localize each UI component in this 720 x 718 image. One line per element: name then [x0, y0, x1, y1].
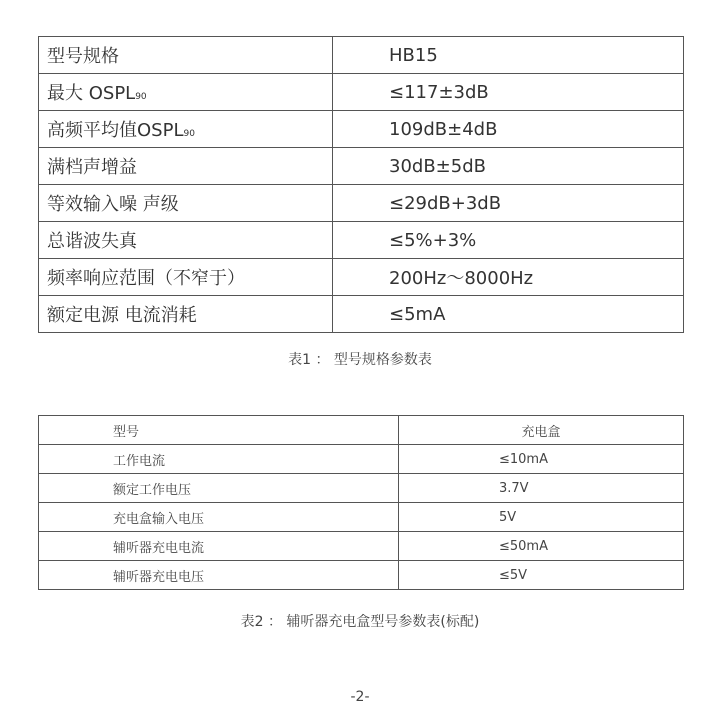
spec-table: [38, 36, 684, 333]
charge-value: ≤5V: [399, 561, 684, 590]
header-value: 充电盒: [399, 416, 684, 445]
table2-caption: 表2 ： 辅听器充电盒型号参数表(标配): [240, 614, 480, 630]
spec-label: 总谐波失真: [39, 222, 333, 259]
spec-value: ≤29dB+3dB: [333, 185, 684, 222]
table1-caption: 表1 ： 型号规格参数表: [288, 352, 432, 368]
spec-value: 109dB±4dB: [333, 111, 684, 148]
charge-label: 辅听器充电电流: [39, 532, 399, 561]
table-row: [39, 296, 684, 333]
charge-value: 3.7V: [399, 474, 684, 503]
spec-label: 等效输入噪 声级: [39, 185, 333, 222]
table-row: [39, 37, 684, 74]
spec-value: ≤117±3dB: [333, 74, 684, 111]
table-row: [39, 222, 684, 259]
charge-value: ≤50mA: [399, 532, 684, 561]
spec-value: 200Hz〜8000Hz: [333, 259, 684, 296]
spec-value: ≤5%+3%: [333, 222, 684, 259]
table-row: [39, 185, 684, 222]
table-header-row: [39, 416, 684, 445]
header-label: 型号: [39, 416, 399, 445]
charge-value: ≤10mA: [399, 445, 684, 474]
table-row: [39, 561, 684, 590]
spec-label: 高频平均值OSPL90: [39, 111, 333, 148]
spec-value: ≤5mA: [333, 296, 684, 333]
spec-label: 额定电源 电流消耗: [39, 296, 333, 333]
spec-label-subscript: 90: [183, 129, 195, 139]
charge-label: 工作电流: [39, 445, 399, 474]
table-row: [39, 445, 684, 474]
charge-label: 辅听器充电电压: [39, 561, 399, 590]
spec-label: 满档声增益: [39, 148, 333, 185]
spec-label: 频率响应范围（不窄于）: [39, 259, 333, 296]
page-number: -2-: [350, 689, 370, 705]
table-row: [39, 532, 684, 561]
table-row: [39, 259, 684, 296]
spec-label: 型号规格: [39, 37, 333, 74]
charge-label: 额定工作电压: [39, 474, 399, 503]
charge-label: 充电盒输入电压: [39, 503, 399, 532]
charge-value: 5V: [399, 503, 684, 532]
table-row: [39, 148, 684, 185]
spec-label: 最大 OSPL90: [39, 74, 333, 111]
table-row: [39, 74, 684, 111]
spec-label-subscript: 90: [135, 92, 147, 102]
table-row: [39, 503, 684, 532]
spec-value: 30dB±5dB: [333, 148, 684, 185]
table-row: [39, 474, 684, 503]
table-row: [39, 111, 684, 148]
charging-case-table: [38, 415, 684, 590]
spec-value: HB15: [333, 37, 684, 74]
